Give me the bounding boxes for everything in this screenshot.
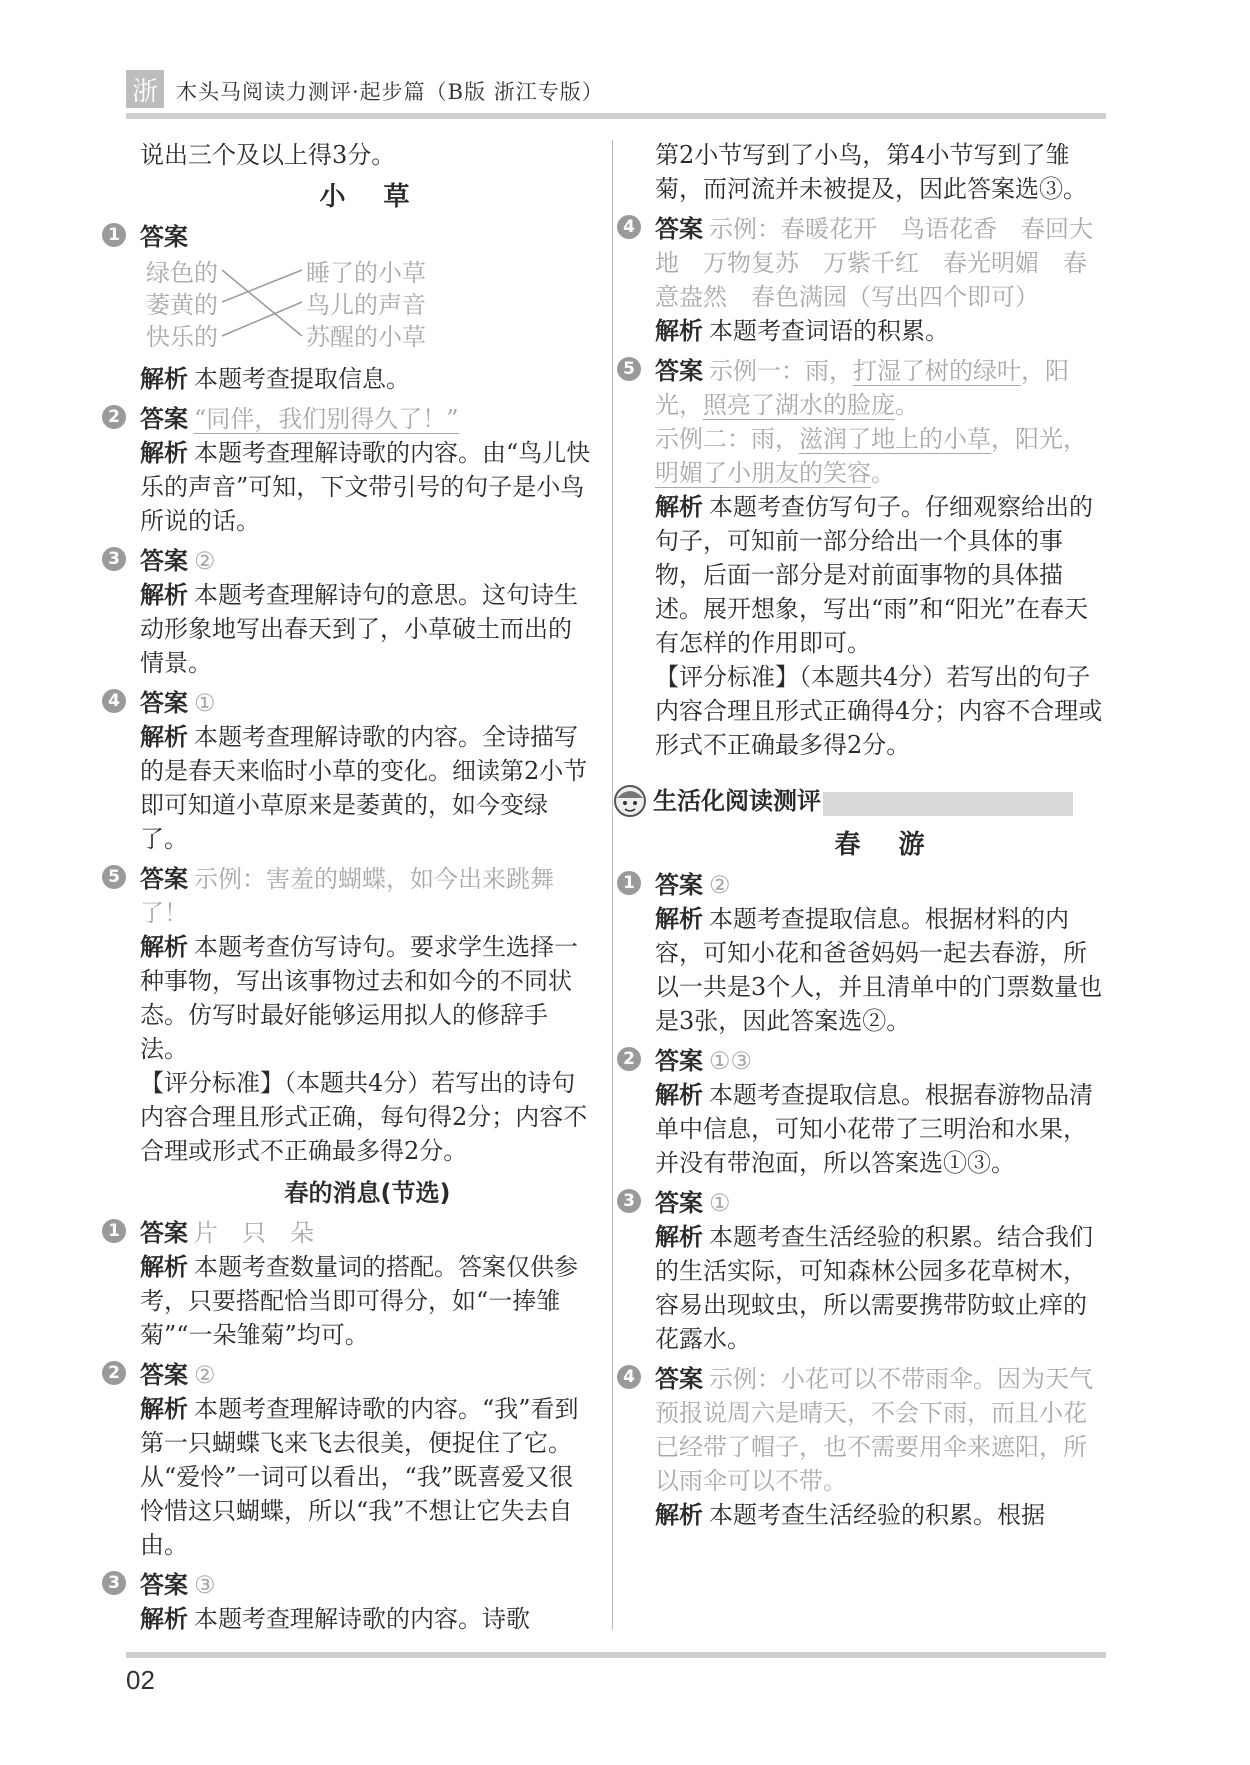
question-number: 2 bbox=[617, 1047, 641, 1071]
question-number: 3 bbox=[102, 547, 126, 571]
example-mid: ，阳光， bbox=[655, 357, 1069, 419]
analysis-text: 本题考查理解诗歌的内容。全诗描写的是春天来临时小草的变化。细读第2小节即可知道小草原来是萎黄的，如今变绿了。 bbox=[140, 723, 588, 853]
analysis-label: 解析 bbox=[655, 493, 703, 521]
question-5 bbox=[108, 862, 595, 1168]
underlined-phrase: 照亮了湖水的脸庞 bbox=[703, 391, 895, 419]
question-number: 3 bbox=[102, 1571, 126, 1595]
question-number: 5 bbox=[102, 865, 126, 889]
analysis-text: 本题考查理解诗句的意思。这句诗生动形象地写出春天到了，小草破土而出的情景。 bbox=[140, 581, 578, 677]
scoring-criteria: 【评分标准】（本题共4分）若写出的句子内容合理且形式正确得4分；内容不合理或形式不正确最多得2分。 bbox=[655, 663, 1103, 759]
analysis-text: 本题考查词语的积累。 bbox=[709, 317, 949, 345]
answer-text: ① bbox=[194, 689, 216, 717]
answer-label: 答案 bbox=[140, 547, 188, 575]
answer-label: 答案 bbox=[140, 1361, 188, 1389]
analysis-label: 解析 bbox=[140, 439, 188, 467]
question-number: 5 bbox=[617, 357, 641, 381]
analysis-text: 本题考查理解诗歌的内容。“我”看到第一只蝴蝶飞来飞去很美，便捉住了它。从“爱怜”一词可以看出，“我”既喜爱又很怜惜这只蝴蝶，所以“我”不想让它失去自由。 bbox=[140, 1395, 579, 1559]
question-3 bbox=[108, 544, 595, 680]
answer-label: 答案 bbox=[140, 1219, 188, 1247]
analysis-text: 本题考查提取信息。 bbox=[194, 365, 410, 393]
analysis-text: 本题考查理解诗歌的内容。诗歌 bbox=[194, 1605, 530, 1633]
question-number: 4 bbox=[102, 689, 126, 713]
match-right-item: 鸟儿的声音 bbox=[306, 291, 426, 319]
matching-lines bbox=[222, 260, 304, 350]
answer-text: 示例：春暖花开 鸟语花香 春回大地 万物复苏 万紫千红 春光明媚 春意盎然 春色满园（写出四个即可） bbox=[655, 215, 1093, 311]
answer-label: 答案 bbox=[140, 223, 188, 251]
underlined-phrase: 打湿了树的绿叶 bbox=[853, 357, 1021, 385]
analysis-text: 本题考查生活经验的积累。根据 bbox=[709, 1501, 1045, 1529]
scoring-criteria: 【评分标准】（本题共4分）若写出的诗句内容合理且形式正确，每句得2分；内容不合理或形式不正确最多得2分。 bbox=[140, 1069, 588, 1165]
analysis-label: 解析 bbox=[140, 1395, 188, 1423]
answer-text: 片 只 朵 bbox=[194, 1219, 314, 1247]
question-number: 4 bbox=[617, 215, 641, 239]
example-end: 。 bbox=[871, 459, 895, 487]
analysis-label: 解析 bbox=[655, 1501, 703, 1529]
question-number: 1 bbox=[102, 1219, 126, 1243]
question-number: 1 bbox=[102, 223, 126, 247]
question-1 bbox=[623, 868, 1110, 1038]
analysis-text: 本题考查提取信息。根据春游物品清单中信息，可知小花带了三明治和水果，并没有带泡面，所以答案选①③。 bbox=[655, 1081, 1093, 1177]
answer-text: ② bbox=[709, 871, 731, 899]
section-header bbox=[613, 782, 1110, 820]
answer-text: ③ bbox=[194, 1571, 216, 1599]
section-title-xiaocao: 小 草 bbox=[319, 182, 416, 212]
answer-label: 答案 bbox=[140, 1571, 188, 1599]
question-number: 2 bbox=[102, 1361, 126, 1385]
left-column bbox=[108, 138, 595, 1636]
footer-rule bbox=[126, 1652, 1106, 1658]
answer-text: 示例：小花可以不带雨伞。因为天气预报说周六是晴天，不会下雨，而且小花已经带了帽子，也不需要用伞来遮阳，所以雨伞可以不带。 bbox=[655, 1365, 1093, 1495]
section-title-chunde-xiaoxi: 春的消息(节选) bbox=[284, 1179, 451, 1207]
question-2 bbox=[108, 1358, 595, 1562]
answer-label: 答案 bbox=[655, 1189, 703, 1217]
analysis-text: 本题考查提取信息。根据材料的内容，可知小花和爸爸妈妈一起去春游，所以一共是3个人，并且清单中的门票数量也是3张，因此答案选②。 bbox=[655, 905, 1103, 1035]
question-4 bbox=[623, 212, 1110, 348]
analysis-label: 解析 bbox=[140, 933, 188, 961]
analysis-text: 本题考查理解诗歌的内容。由“鸟儿快乐的声音”可知，下文带引号的句子是小鸟所说的话。 bbox=[140, 439, 591, 535]
answer-label: 答案 bbox=[655, 357, 703, 385]
page-number: 02 bbox=[126, 1665, 155, 1695]
example-prefix: 示例二：雨， bbox=[655, 425, 799, 453]
example-mid: ，阳光， bbox=[991, 425, 1087, 453]
match-left-item: 萎黄的 bbox=[146, 291, 218, 319]
question-5 bbox=[623, 354, 1110, 762]
example-end: 。 bbox=[895, 391, 919, 419]
section-heading: 生活化阅读测评 bbox=[653, 787, 821, 815]
continued-analysis: 第2小节写到了小鸟，第4小节写到了雏菊，而河流并未被提及，因此答案选③。 bbox=[655, 141, 1087, 203]
answer-text: ② bbox=[194, 1361, 216, 1389]
question-4 bbox=[108, 686, 595, 856]
header-rule bbox=[126, 113, 1106, 119]
match-left-item: 快乐的 bbox=[146, 323, 218, 351]
analysis-label: 解析 bbox=[140, 581, 188, 609]
answer-label: 答案 bbox=[140, 865, 188, 893]
question-number: 1 bbox=[617, 871, 641, 895]
question-3 bbox=[108, 1568, 595, 1636]
question-1 bbox=[108, 1216, 595, 1352]
question-number: 2 bbox=[102, 405, 126, 429]
question-4 bbox=[623, 1362, 1110, 1532]
analysis-label: 解析 bbox=[655, 1081, 703, 1109]
section-title-chunyou: 春 游 bbox=[834, 830, 931, 860]
underlined-phrase: 明媚了小朋友的笑容 bbox=[655, 459, 871, 487]
question-1 bbox=[108, 220, 595, 396]
analysis-label: 解析 bbox=[140, 1253, 188, 1281]
question-2 bbox=[108, 402, 595, 538]
column-divider bbox=[612, 140, 613, 1630]
answer-text: ① bbox=[709, 1189, 731, 1217]
answer-label: 答案 bbox=[655, 871, 703, 899]
answer-label: 答案 bbox=[140, 689, 188, 717]
match-right-item: 睡了的小草 bbox=[306, 259, 426, 287]
question-2 bbox=[623, 1044, 1110, 1180]
analysis-label: 解析 bbox=[655, 1223, 703, 1251]
analysis-label: 解析 bbox=[655, 905, 703, 933]
analysis-label: 解析 bbox=[655, 317, 703, 345]
example-prefix: 示例一：雨， bbox=[709, 357, 853, 385]
answer-text: ①③ bbox=[709, 1047, 753, 1075]
question-number: 3 bbox=[617, 1189, 641, 1213]
analysis-text: 本题考查仿写句子。仔细观察给出的句子，可知前一部分给出一个具体的事物，后面一部分是对前面事物的具体描述。展开想象，写出“雨”和“阳光”在春天有怎样的作用即可。 bbox=[655, 493, 1093, 657]
intro-text: 说出三个及以上得3分。 bbox=[140, 141, 396, 169]
analysis-text: 本题考查仿写诗句。要求学生选择一种事物，写出该事物过去和如今的不同状态。仿写时最好能够运用拟人的修辞手法。 bbox=[140, 933, 578, 1063]
underlined-phrase: 滋润了地上的小草 bbox=[799, 425, 991, 453]
answer-text: 示例：害羞的蝴蝶，如今出来跳舞了！ bbox=[140, 865, 554, 927]
child-face-icon bbox=[613, 784, 647, 818]
analysis-label: 解析 bbox=[140, 723, 188, 751]
match-left-item: 绿色的 bbox=[146, 259, 218, 287]
header-title: 木头马阅读力测评·起步篇（B版 浙江专版） bbox=[176, 80, 604, 104]
analysis-label: 解析 bbox=[140, 365, 188, 393]
question-number: 4 bbox=[617, 1365, 641, 1389]
answer-label: 答案 bbox=[140, 405, 188, 433]
header-badge: 浙 bbox=[126, 70, 164, 108]
right-column bbox=[623, 138, 1110, 1532]
section-bar bbox=[823, 792, 1073, 816]
answer-label: 答案 bbox=[655, 1047, 703, 1075]
analysis-label: 解析 bbox=[140, 1605, 188, 1633]
question-3 bbox=[623, 1186, 1110, 1356]
answer-text: “同伴，我们别得久了！” bbox=[194, 405, 459, 433]
answer-text: ② bbox=[194, 547, 216, 575]
analysis-text: 本题考查生活经验的积累。结合我们的生活实际，可知森林公园多花草树木，容易出现蚊虫，所以需要携带防蚊止痒的花露水。 bbox=[655, 1223, 1093, 1353]
answer-label: 答案 bbox=[655, 1365, 703, 1393]
analysis-text: 本题考查数量词的搭配。答案仅供参考，只要搭配恰当即可得分，如“一捧雏菊”“一朵雏菊”均可。 bbox=[140, 1253, 578, 1349]
matching-answer bbox=[146, 256, 595, 356]
answer-label: 答案 bbox=[655, 215, 703, 243]
match-right-item: 苏醒的小草 bbox=[306, 323, 426, 351]
